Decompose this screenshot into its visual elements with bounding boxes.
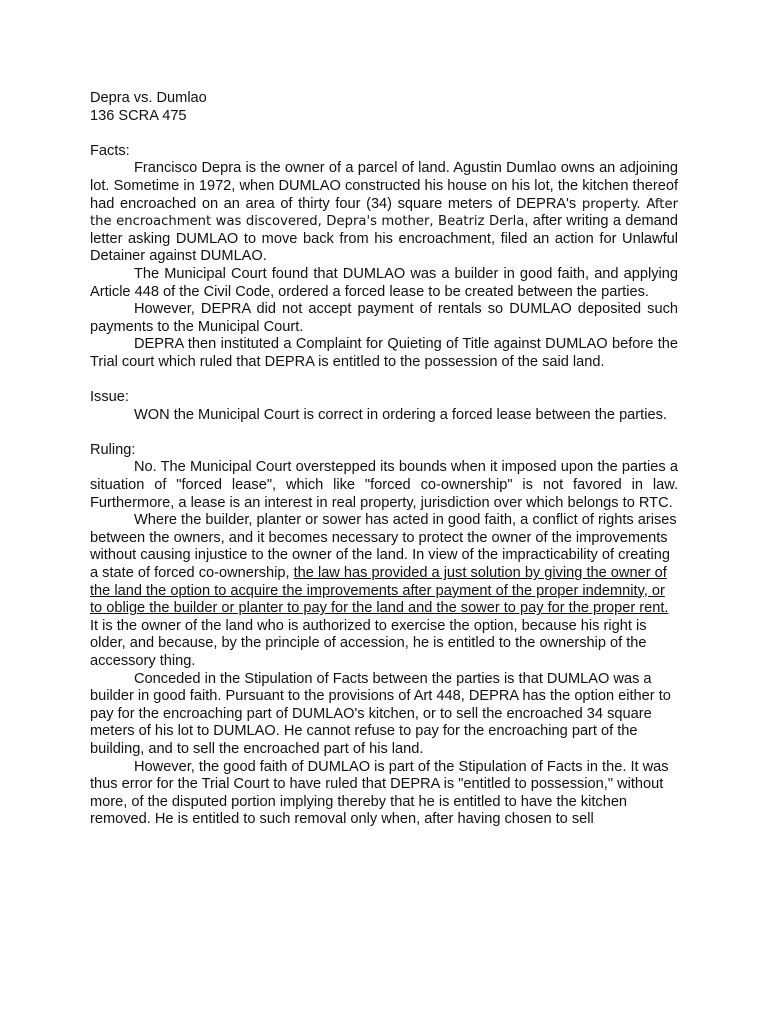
facts-paragraph-2: The Municipal Court found that DUMLAO was a builder in good faith, and applying Article 448 of the Civil Code, ordered a forced lease to be created between the parties.	[90, 265, 678, 300]
facts-paragraph-1-text-a: Francisco Depra is the owner of a parcel of land. Agustin Dumlao owns an adjoining lot. Sometime in 1972, when DUMLAO constructed his house on his lot, the kitchen thereof had encroached on an area of thirty four (34) square meters of DEPRA's	[90, 160, 678, 212]
ruling-paragraph-2-text-c: It is the owner of the land who is authorized to exercise the option, because his right is older, and because, by the principle of accession, he is entitled to the ownership of the accessory thing.	[90, 617, 647, 669]
issue-paragraph-1: WON the Municipal Court is correct in ordering a forced lease between the parties.	[134, 406, 667, 423]
issue-heading: Issue:	[90, 389, 129, 406]
case-citation: 136 SCRA 475	[90, 107, 187, 124]
facts-paragraph-1-text-b: property. After the encroachment was discovered, Depra's mother, Beatriz Derla	[90, 196, 679, 230]
facts-paragraph-3: However, DEPRA did not accept payment of rentals so DUMLAO deposited such payments to the Municipal Court.	[90, 301, 678, 335]
ruling-heading: Ruling:	[90, 441, 136, 458]
spacer	[90, 125, 678, 143]
ruling-paragraph-2-underlined: the law has provided a just solution by giving the owner of the land the option to acquire the improvements after payment of the proper indemnity, or to oblige the builder or planter to pay for the land and the sower to pay for the proper rent.	[90, 565, 669, 617]
facts-paragraph-1-text-c: , after writing a demand letter asking DUMLAO to move back from his encroachment, filed an action for Unlawful Detainer against DUMLAO.	[90, 213, 678, 265]
ruling-paragraph-2	[90, 512, 678, 670]
ruling-paragraph-3: Conceded in the Stipulation of Facts between the parties is that DUMLAO was a builder in good faith. Pursuant to the provisions of Art 448, DEPRA has the option either to pay for the encroaching part of DUMLAO's kitchen, or to sell the encroached 34 square meters of his lot to DUMLAO. He cannot refuse to pay for the encroaching part of the building, and to sell the encroached part of his land.	[90, 670, 671, 757]
document-page	[90, 90, 678, 829]
facts-heading: Facts:	[90, 142, 130, 159]
facts-paragraph-1	[90, 160, 678, 266]
ruling-paragraph-2-text-a: Where the builder, planter or sower has acted in good faith, a conflict of rights arises between the owners, and it becomes necessary to protect the owner of the improvements without causing injustice to the owner of the land. In view of the impracticability of creating a state of forced co-ownership,	[90, 512, 677, 582]
facts-paragraph-4: DEPRA then instituted a Complaint for Quieting of Title against DUMLAO before the Trial court which ruled that DEPRA is entitled to the possession of the said land.	[90, 336, 678, 370]
case-title: Depra vs. Dumlao	[90, 90, 207, 106]
ruling-paragraph-4: However, the good faith of DUMLAO is part of the Stipulation of Facts in the. It was thus error for the Trial Court to have ruled that DEPRA is "entitled to possession," without more, of the disputed portion implying thereby that he is entitled to have the kitchen removed. He is entitled to such removal only when, after having chosen to sell	[90, 758, 669, 828]
spacer	[90, 424, 678, 442]
spacer	[90, 372, 678, 390]
ruling-paragraph-1: No. The Municipal Court overstepped its bounds when it imposed upon the parties a situation of "forced lease", which like "forced co-ownership" is not favored in law. Furthermore, a lease is an interest in real property, jurisdiction over which belongs to RTC.	[90, 459, 678, 511]
